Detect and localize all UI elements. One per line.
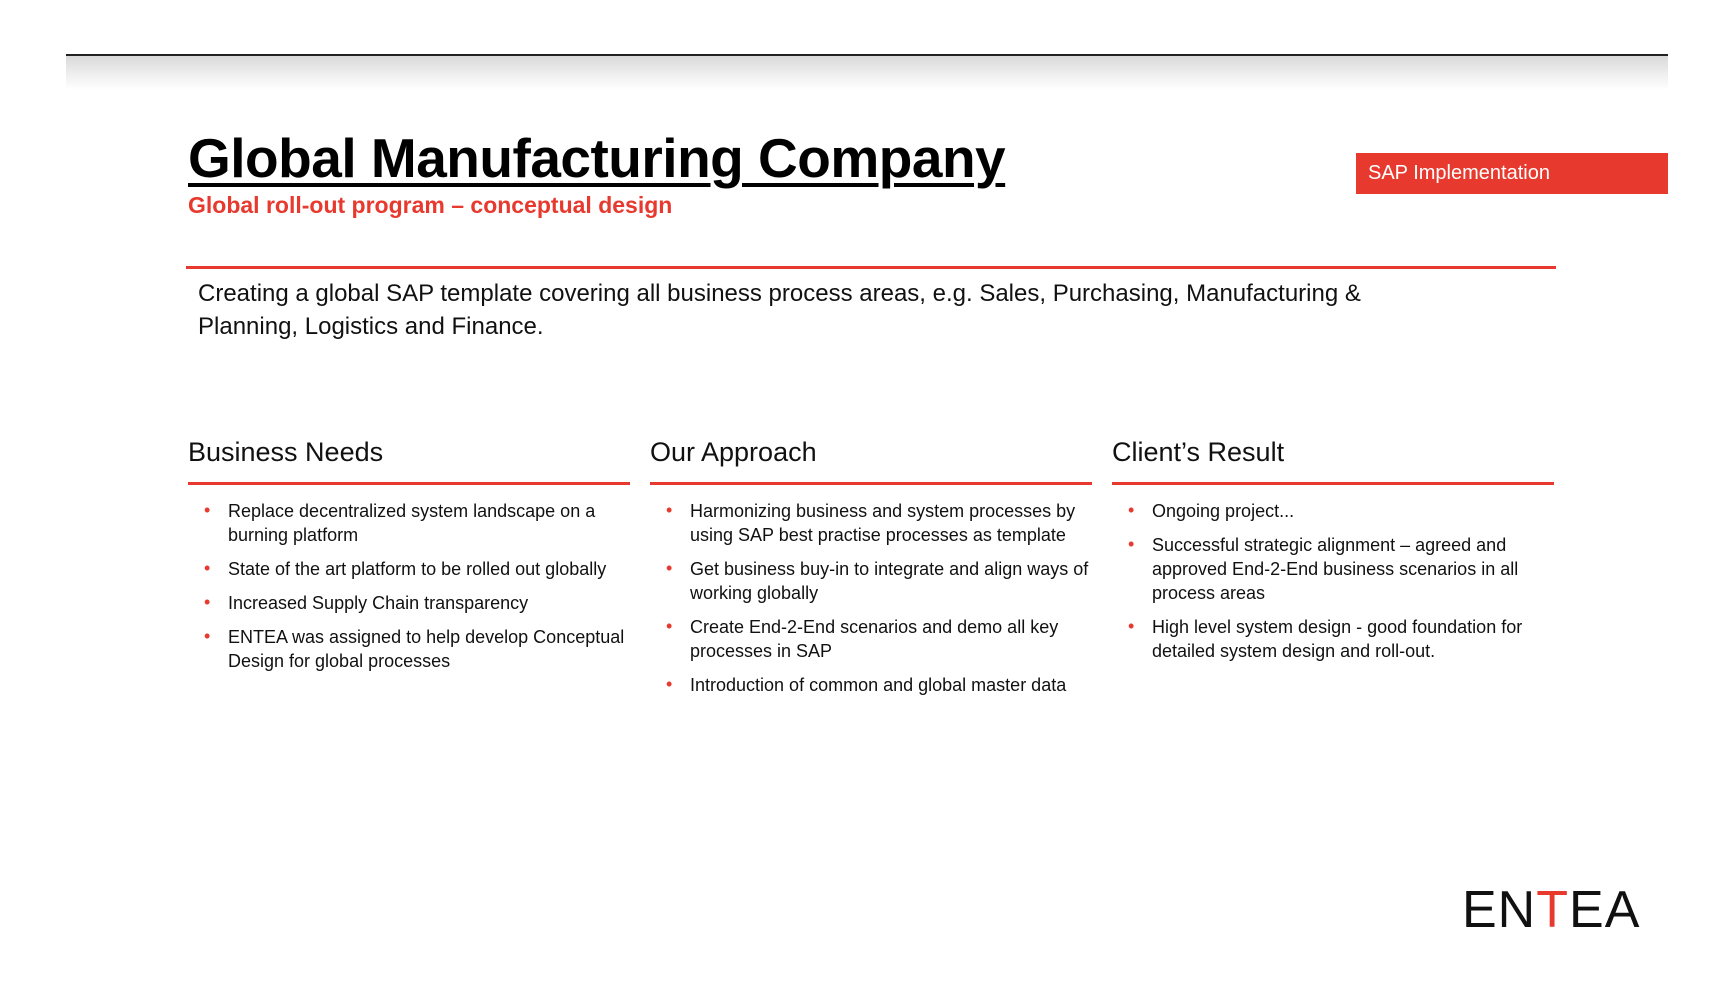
list-item-text: Create End-2-End scenarios and demo all key processes in SAP [690, 617, 1059, 661]
list-item [188, 591, 630, 615]
top-shade [66, 56, 1668, 90]
our-approach-column [650, 434, 1092, 707]
bullet-icon: • [1128, 616, 1135, 636]
list-item [650, 673, 1092, 697]
bullet-list [188, 499, 630, 673]
intro-text: Creating a global SAP template covering all business process areas, e.g. Sales, Purchasing, Manufacturing & Planning, Logistics and Finance. [198, 280, 1361, 340]
list-item [188, 499, 630, 547]
list-item-text: State of the art platform to be rolled out globally [228, 559, 607, 579]
bullet-icon: • [204, 592, 211, 612]
bullet-list [650, 499, 1092, 697]
list-item [650, 557, 1092, 605]
business-needs-column [188, 434, 630, 683]
list-item [650, 615, 1092, 663]
bullet-icon: • [204, 558, 211, 578]
bullet-icon: • [1128, 534, 1135, 554]
logo-text-part: EA [1569, 881, 1641, 939]
logo-text-part: EN [1462, 881, 1537, 939]
list-item [1112, 615, 1554, 663]
list-item [1112, 499, 1554, 523]
column-heading: Client’s Result [1112, 437, 1285, 467]
list-item-text: Introduction of common and global master data [690, 675, 1067, 695]
list-item [650, 499, 1092, 547]
list-item [188, 557, 630, 581]
page-title: Global Manufacturing Company [188, 127, 1006, 189]
list-item-text: High level system design - good foundation for detailed system design and roll-out. [1152, 617, 1523, 661]
list-item-text: ENTEA was assigned to help develop Conceptual Design for global processes [228, 627, 625, 671]
service-tag: SAP Implementation [1356, 153, 1668, 194]
bullet-icon: • [204, 500, 211, 520]
list-item-text: Get business buy-in to integrate and align ways of working globally [690, 559, 1089, 603]
column-heading: Our Approach [650, 437, 817, 467]
page-subtitle: Global roll-out program – conceptual design [188, 192, 673, 218]
clients-result-column [1112, 434, 1554, 673]
logo-accent-letter: T [1536, 881, 1570, 939]
list-item-text: Increased Supply Chain transparency [228, 593, 529, 613]
list-item-text: Harmonizing business and system processes by using SAP best practise processes as template [690, 501, 1076, 545]
list-item-text: Successful strategic alignment – agreed and approved End-2-End business scenarios in all process areas [1152, 535, 1519, 603]
list-item [188, 625, 630, 673]
column-divider [1112, 482, 1554, 485]
list-item-text: Ongoing project... [1152, 501, 1295, 521]
bullet-icon: • [666, 558, 673, 578]
entea-logo [1462, 880, 1640, 940]
column-divider [650, 482, 1092, 485]
bullet-icon: • [666, 616, 673, 636]
column-heading: Business Needs [188, 437, 384, 467]
list-item [1112, 533, 1554, 605]
bullet-icon: • [204, 626, 211, 646]
intro-divider [186, 266, 1556, 269]
bullet-icon: • [1128, 500, 1135, 520]
list-item-text: Replace decentralized system landscape on a burning platform [228, 501, 596, 545]
bullet-icon: • [666, 500, 673, 520]
bullet-list [1112, 499, 1554, 663]
column-divider [188, 482, 630, 485]
bullet-icon: • [666, 674, 673, 694]
